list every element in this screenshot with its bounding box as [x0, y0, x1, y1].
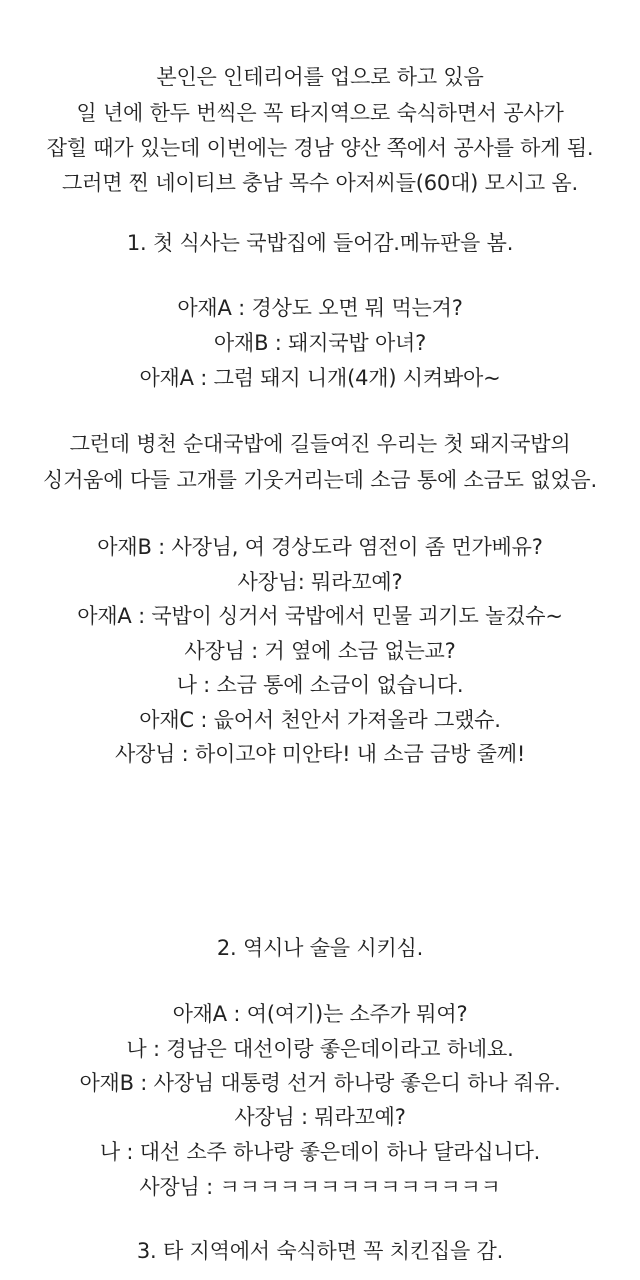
dialog-line: 나 : 대선 소주 하나랑 좋은데이 하나 달라십니다.	[99, 1140, 541, 1164]
dialog-line: 사장님 : 뭐라꼬예?	[234, 1105, 406, 1129]
intro-line: 그러면 찐 네이티브 충남 목수 아저씨들(60대) 모시고 옴.	[62, 171, 578, 195]
section-title: 1. 첫 식사는 국밥집에 들어감.메뉴판을 봄.	[126, 231, 514, 255]
narration-line: 그런데 병천 순대국밥에 길들여진 우리는 첫 돼지국밥의	[69, 432, 571, 456]
section-title: 2. 역시나 술을 시키심.	[216, 936, 424, 960]
dialog-line: 아재B : 돼지국밥 아녀?	[213, 331, 427, 355]
dialog-line: 아재A : 여(여기)는 소주가 뭐여?	[172, 1002, 468, 1026]
dialog-line: 아재A : 경상도 오면 뭐 먹는겨?	[177, 296, 463, 320]
dialog-line: 나 : 경남은 대선이랑 좋은데이라고 하네요.	[126, 1037, 514, 1061]
dialog-line: 사장님 : 거 옆에 소금 없는교?	[184, 639, 456, 663]
dialog-line: 사장님 : 하이고야 미안타! 내 소금 금방 줄께!	[114, 742, 526, 766]
intro-line: 일 년에 한두 번씩은 꼭 타지역으로 숙식하면서 공사가	[76, 101, 564, 125]
dialog-line: 사장님 : ㅋㅋㅋㅋㅋㅋㅋㅋㅋㅋㅋㅋㅋㅋ	[139, 1175, 501, 1199]
dialog-line: 아재A : 그럼 돼지 니개(4개) 시켜봐아~	[139, 366, 501, 390]
dialog-line: 아재B : 사장님, 여 경상도라 염전이 좀 먼가베유?	[97, 535, 543, 559]
dialog-line: 나 : 소금 통에 소금이 없습니다.	[176, 673, 464, 697]
intro-line: 잡힐 때가 있는데 이번에는 경남 양산 쪽에서 공사를 하게 됨.	[46, 136, 594, 160]
narration-line: 싱거움에 다들 고개를 기웃거리는데 소금 통에 소금도 없었음.	[43, 468, 597, 492]
dialog-line: 아재B : 사장님 대통령 선거 하나랑 좋은디 하나 줘유.	[79, 1071, 561, 1095]
intro-line: 본인은 인테리어를 업으로 하고 있음	[156, 65, 484, 89]
dialog-line: 사장님: 뭐라꼬예?	[237, 570, 403, 594]
dialog-line: 아재C : 읎어서 천안서 가져올라 그랬슈.	[139, 708, 501, 732]
dialog-line: 아재A : 국밥이 싱거서 국밥에서 민물 괴기도 놀겄슈~	[77, 604, 563, 628]
section-title: 3. 타 지역에서 숙식하면 꼭 치킨집을 감.	[136, 1239, 504, 1263]
